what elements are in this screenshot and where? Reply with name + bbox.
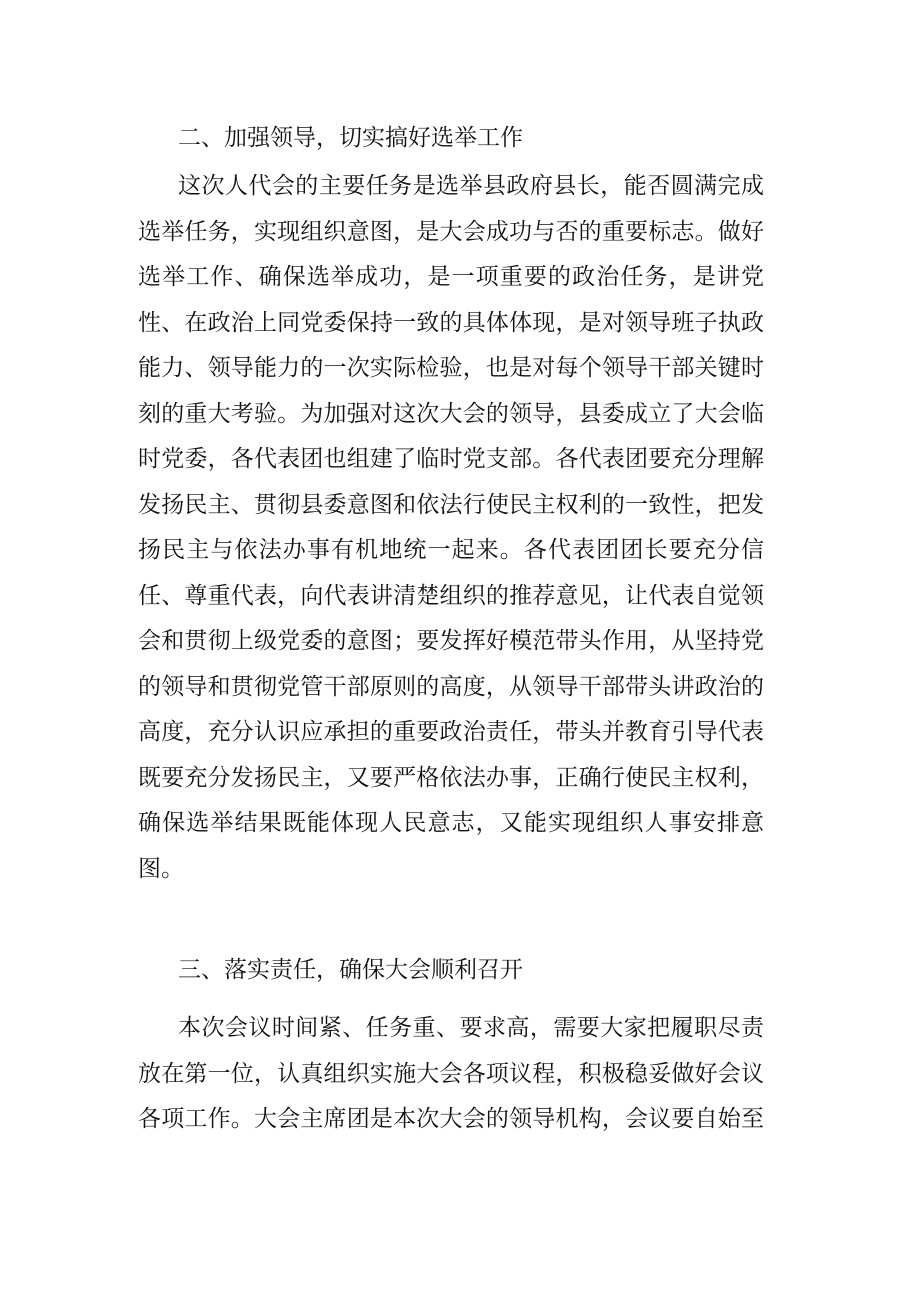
text-line: 会和贯彻上级党委的意图；要发挥好模范带头作用，从坚持党 — [138, 628, 764, 654]
text-line: 扬民主与依法办事有机地统一起来。各代表团团长要充分信 — [138, 537, 764, 563]
text-line: 性、在政治上同党委保持一致的具体体现，是对领导班子执政 — [138, 309, 764, 336]
text-line: 刻的重大考验。为加强对这次大会的领导，县委成立了大会临 — [138, 400, 764, 427]
text-line: 选举任务，实现组织意图，是大会成功与否的重要标志。做好 — [138, 218, 764, 245]
text-line: 任、尊重代表，向代表讲清楚组织的推荐意见，让代表自觉领 — [138, 582, 764, 609]
section-2-paragraph — [138, 164, 764, 892]
text-line: 的领导和贯彻党管干部原则的高度，从领导干部带头讲政治的 — [138, 673, 764, 700]
text-line: 放在第一位，认真组织实施大会各项议程，积极稳妥做好会议 — [138, 1060, 764, 1087]
section-3-paragraph — [138, 1006, 764, 1143]
text-line: 时党委，各代表团也组建了临时党支部。各代表团要充分理解 — [138, 446, 764, 472]
text-line: 各项工作。大会主席团是本次大会的领导机构，会议要自始至 — [138, 1106, 764, 1132]
section-3-heading: 三、落实责任，确保大会顺利召开 — [178, 957, 523, 983]
text-line: 高度，充分认识应承担的重要政治责任，带头并教育引导代表 — [138, 719, 764, 745]
section-2-heading: 二、加强领导，切实搞好选举工作 — [178, 125, 523, 151]
text-line: 能力、领导能力的一次实际检验，也是对每个领导干部关键时 — [138, 355, 764, 381]
text-line: 这次人代会的主要任务是选举县政府县长，能否圆满完成 — [178, 173, 764, 199]
text-line: 图。 — [138, 855, 184, 882]
text-line: 本次会议时间紧、任务重、要求高，需要大家把履职尽责 — [178, 1015, 764, 1041]
text-line: 既要充分发扬民主，又要严格依法办事，正确行使民主权利， — [138, 764, 764, 791]
text-line: 发扬民主、贯彻县委意图和依法行使民主权利的一致性，把发 — [138, 491, 764, 518]
text-line: 选举工作、确保选举成功，是一项重要的政治任务，是讲党 — [138, 264, 764, 290]
text-line: 确保选举结果既能体现人民意志，又能实现组织人事安排意 — [138, 810, 764, 836]
